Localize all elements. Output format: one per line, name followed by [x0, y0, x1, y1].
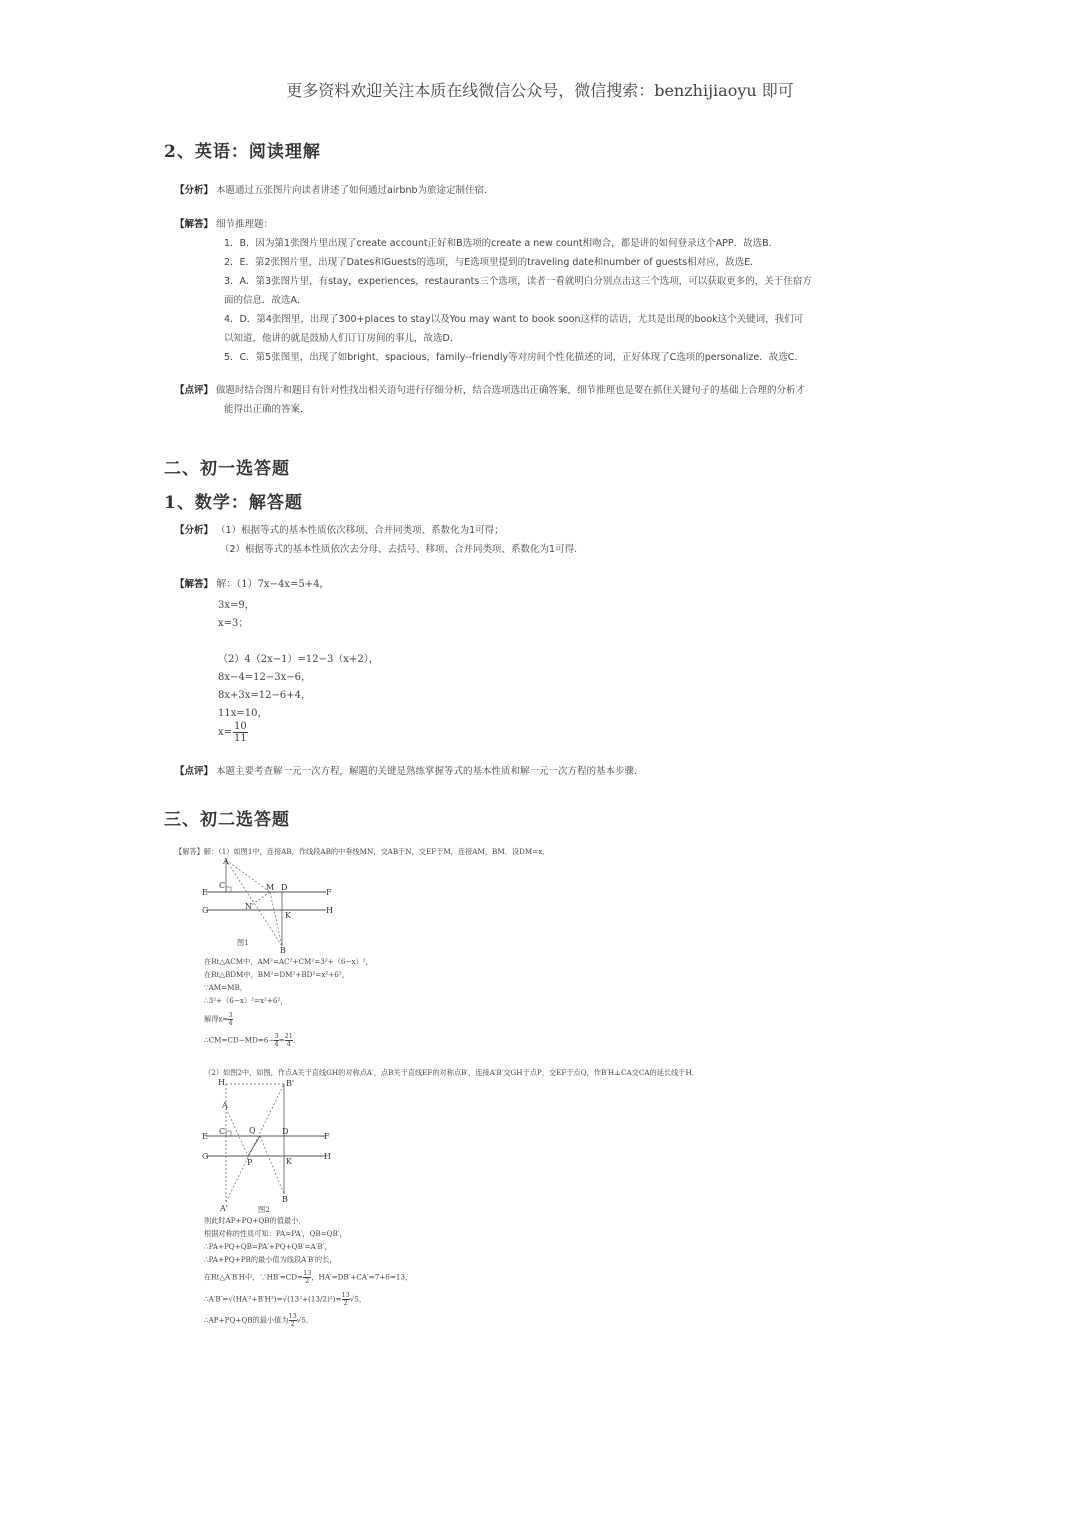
- math-step: 11x=10，: [218, 708, 268, 719]
- solve-x-line: [204, 1012, 233, 1027]
- solve-fraction: [228, 1012, 232, 1027]
- ab-prefix: ∴A′B′=√(HA′²+B′H²)=√(13²+(13/2)²)=: [204, 1294, 342, 1304]
- answer-tag: 【解答】: [175, 579, 214, 590]
- english-analysis: [175, 181, 895, 200]
- section-title-english: 2、英语：阅读理解: [164, 142, 321, 162]
- fraction-denominator: 4: [228, 1019, 233, 1027]
- fraction-numerator: 13: [341, 1291, 350, 1299]
- fraction-numerator: 21: [284, 1032, 293, 1040]
- label-q: Q: [249, 1126, 256, 1135]
- label-b: B: [282, 1195, 288, 1204]
- proof-line: 在Rt△ACM中，AM²=AC²+CM²=3²+（6−x）²，: [204, 957, 373, 966]
- english-comment-line2: 能得出正确的答案．: [224, 404, 310, 415]
- label-d: D: [282, 1127, 289, 1136]
- label-b: B: [280, 946, 286, 955]
- label-h-top: H: [218, 1078, 225, 1087]
- fraction-denominator: 2: [290, 1320, 295, 1328]
- label-b-prime: B': [286, 1079, 295, 1088]
- segment-ab: [226, 860, 282, 946]
- geometry-part1-lines: [204, 955, 704, 1007]
- label-c: C: [219, 1127, 226, 1136]
- label-m: M: [266, 883, 275, 892]
- fraction-numerator: 10: [234, 721, 247, 732]
- answer-line: 解：（1）7x−4x=5+4，: [216, 579, 330, 590]
- figure-1: [198, 856, 338, 956]
- answer-line: 以知道，他讲的就是鼓励人们订订房间的事儿，故选D．: [224, 333, 460, 344]
- fraction-denominator: 4: [286, 1040, 291, 1048]
- math-comment: [175, 762, 895, 781]
- ab-suffix: √5，: [349, 1294, 367, 1304]
- segment-ap: [226, 1108, 248, 1156]
- ab-length-line: [204, 1292, 366, 1307]
- english-comment: [175, 381, 895, 400]
- right-angle-c: [226, 1131, 231, 1136]
- label-e: E: [202, 888, 208, 897]
- proof-line: ∵AM=MB，: [204, 983, 247, 992]
- answer-line: 1．B．因为第1张图片里出现了create account正好和B选项的create a new count相吻合，都是讲的如何登录这个APP．故选B．: [224, 238, 779, 249]
- geometry-part2-lines: [204, 1214, 704, 1266]
- fraction-denominator: 11: [234, 733, 247, 744]
- label-f: F: [324, 1132, 330, 1141]
- figure-2: [198, 1078, 338, 1216]
- math-final-answer: [218, 721, 248, 744]
- figure-1-caption: 图1: [237, 938, 249, 947]
- label-a: A: [223, 857, 229, 866]
- label-c: C: [219, 881, 226, 890]
- math-analysis-line2: （2）根据等式的基本性质依次去分母、去括号、移项、合并同类项、系数化为1可得．: [220, 544, 584, 555]
- label-h: H: [326, 906, 333, 915]
- comment-tag: 【点评】: [175, 385, 214, 396]
- rt-line: [204, 1270, 412, 1285]
- label-p: P: [247, 1158, 253, 1167]
- fraction-denominator: 4: [274, 1040, 279, 1048]
- figure-2-caption: 图2: [258, 1205, 270, 1214]
- section-title-grade8: 三、初二选答题: [164, 810, 290, 830]
- fraction-numerator: 13: [303, 1269, 312, 1277]
- answer-intro: 细节推理题：: [216, 219, 274, 230]
- section-subtitle-math: 1、数学：解答题: [164, 493, 303, 513]
- segment-pq: [248, 1136, 260, 1156]
- answer-line: 5．C．第5张图里，出现了如bright，spacious，family--friendly等对房间个性化描述的词，正好体现了C选项的personalize．故选C．: [224, 352, 804, 363]
- segment-qb: [260, 1136, 284, 1194]
- math-step: 8x+3x=12−6+4，: [218, 690, 311, 701]
- geometry-intro: 【解答】解：（1）如图1中，连接AB，作线段AB的中垂线MN，交AB于N，交EF于M，连接AM，BM．设DM=x．: [175, 847, 550, 856]
- fraction-denominator: 2: [343, 1299, 348, 1307]
- proof-line: ∴PA+PQ+QB=PA′+PQ+QB′=A′B′，: [204, 1242, 332, 1251]
- analysis-line: （1）根据等式的基本性质依次移项、合并同类项、系数化为1可得；: [216, 525, 504, 536]
- math-answer-first: [175, 575, 329, 590]
- fraction-numerator: 3: [274, 1032, 279, 1040]
- label-a: A: [222, 1101, 228, 1110]
- fraction-numerator: 3: [228, 1011, 233, 1019]
- min-value-line: [204, 1313, 313, 1328]
- segment-a-prime-b-prime: [226, 1084, 284, 1202]
- answer-line: 2．E．第2张图片里，出现了Dates和Guests的选项，与E选项里提到的traveling date和number of guests相对应，故选E．: [224, 257, 760, 268]
- right-angle-c: [226, 887, 231, 892]
- label-d: D: [281, 883, 288, 892]
- min-fraction: [289, 1313, 297, 1328]
- analysis-text: 本题通过五张图片向读者讲述了如何通过airbnb为旅途定制住宿．: [216, 185, 494, 196]
- final-prefix: x=: [218, 727, 233, 738]
- comment-text: 本题主要考查解一元一次方程，解题的关键是熟练掌握等式的基本性质和解一元一次方程的基本步骤．: [216, 766, 644, 777]
- rt-prefix: 在Rt△A′B′H中，∵HB′=CD=: [204, 1272, 304, 1282]
- final-fraction: [233, 721, 248, 744]
- math-step: x=3；: [218, 618, 249, 629]
- min-suffix: √5．: [296, 1315, 314, 1325]
- analysis-tag: 【分析】: [175, 525, 214, 536]
- cm-prefix: ∴CM=CD−MD=6−: [204, 1035, 275, 1045]
- label-n: N: [245, 902, 252, 911]
- segment-mn: [250, 892, 270, 906]
- english-answer-heading: [175, 215, 895, 234]
- comment-tag: 【点评】: [175, 766, 214, 777]
- proof-line: 根据对称的性质可知：PA=PA′，QB=QB′，: [204, 1229, 347, 1238]
- label-k: K: [285, 911, 291, 920]
- fraction-numerator: 13: [288, 1312, 297, 1320]
- label-f: F: [326, 888, 332, 897]
- section-title-grade7: 二、初一选答题: [164, 459, 290, 479]
- label-g: G: [202, 1152, 209, 1161]
- cm-equals: =: [278, 1035, 285, 1045]
- header-banner: 更多资料欢迎关注本质在线微信公众号，微信搜索：benzhijiaoyu 即可: [286, 81, 794, 100]
- segment-mb: [270, 892, 282, 946]
- cm-fraction-2: [285, 1033, 293, 1048]
- cm-suffix: ．: [292, 1035, 301, 1045]
- geometry-part2-intro: （2）如图2中，如图，作点A关于直线GH的对称点A′，点B关于直线EF的对称点B′，连接A′B′交GH于点P，交EF于点Q，作B′H⊥CA交CA的延长线于H．: [204, 1068, 699, 1077]
- proof-line: 则此时AP+PQ+QB的值最小．: [204, 1216, 306, 1225]
- analysis-tag: 【分析】: [175, 185, 214, 196]
- rt-suffix: ，HA′=DB′+CA′=7+6=13，: [311, 1272, 413, 1282]
- solve-prefix: 解得x=: [204, 1014, 229, 1024]
- label-k: K: [286, 1157, 292, 1166]
- proof-line: ∴PA+PQ+PB的最小值为线段A′B′的长，: [204, 1255, 337, 1264]
- math-analysis: [175, 521, 895, 540]
- math-step: 3x=9，: [218, 600, 255, 611]
- math-step: （2）4（2x−1）=12−3（x+2），: [218, 654, 379, 665]
- segment-am: [226, 860, 270, 892]
- proof-line: 在Rt△BDM中，BM²=DM²+BD²=x²+6²，: [204, 970, 349, 979]
- answer-tag: 【解答】: [175, 219, 214, 230]
- answer-line: 4．D．第4张图里，出现了300+places to stay以及You may want to book soon这样的话语，尤其是出现的book这个关键词，我们可: [224, 314, 804, 325]
- comment-line: 做题时结合图片和题目有针对性找出相关语句进行仔细分析，结合选项选出正确答案，细节推理也是要在抓住关键句子的基础上合理的分析才: [216, 385, 806, 396]
- label-a-prime: A': [220, 1204, 228, 1213]
- min-prefix: ∴AP+PQ+QB的最小值为: [204, 1315, 289, 1325]
- cm-line: [204, 1033, 300, 1048]
- fraction-denominator: 2: [305, 1277, 310, 1285]
- label-g: G: [202, 906, 209, 915]
- label-e: E: [202, 1132, 208, 1141]
- proof-line: ∴3²+（6−x）²=x²+6²，: [204, 996, 288, 1005]
- answer-line: 3．A．第3张图片里，有stay，experiences，restaurants三个选项，读者一看就明白分别点击这三个选项，可以获取更多的，关于住宿方: [224, 276, 812, 287]
- ab-fraction: [342, 1292, 350, 1307]
- label-h-right: H: [324, 1152, 331, 1161]
- answer-line: 面的信息．故选A．: [224, 295, 307, 306]
- english-answer-list: [224, 234, 894, 367]
- math-step: 8x−4=12−3x−6，: [218, 672, 311, 683]
